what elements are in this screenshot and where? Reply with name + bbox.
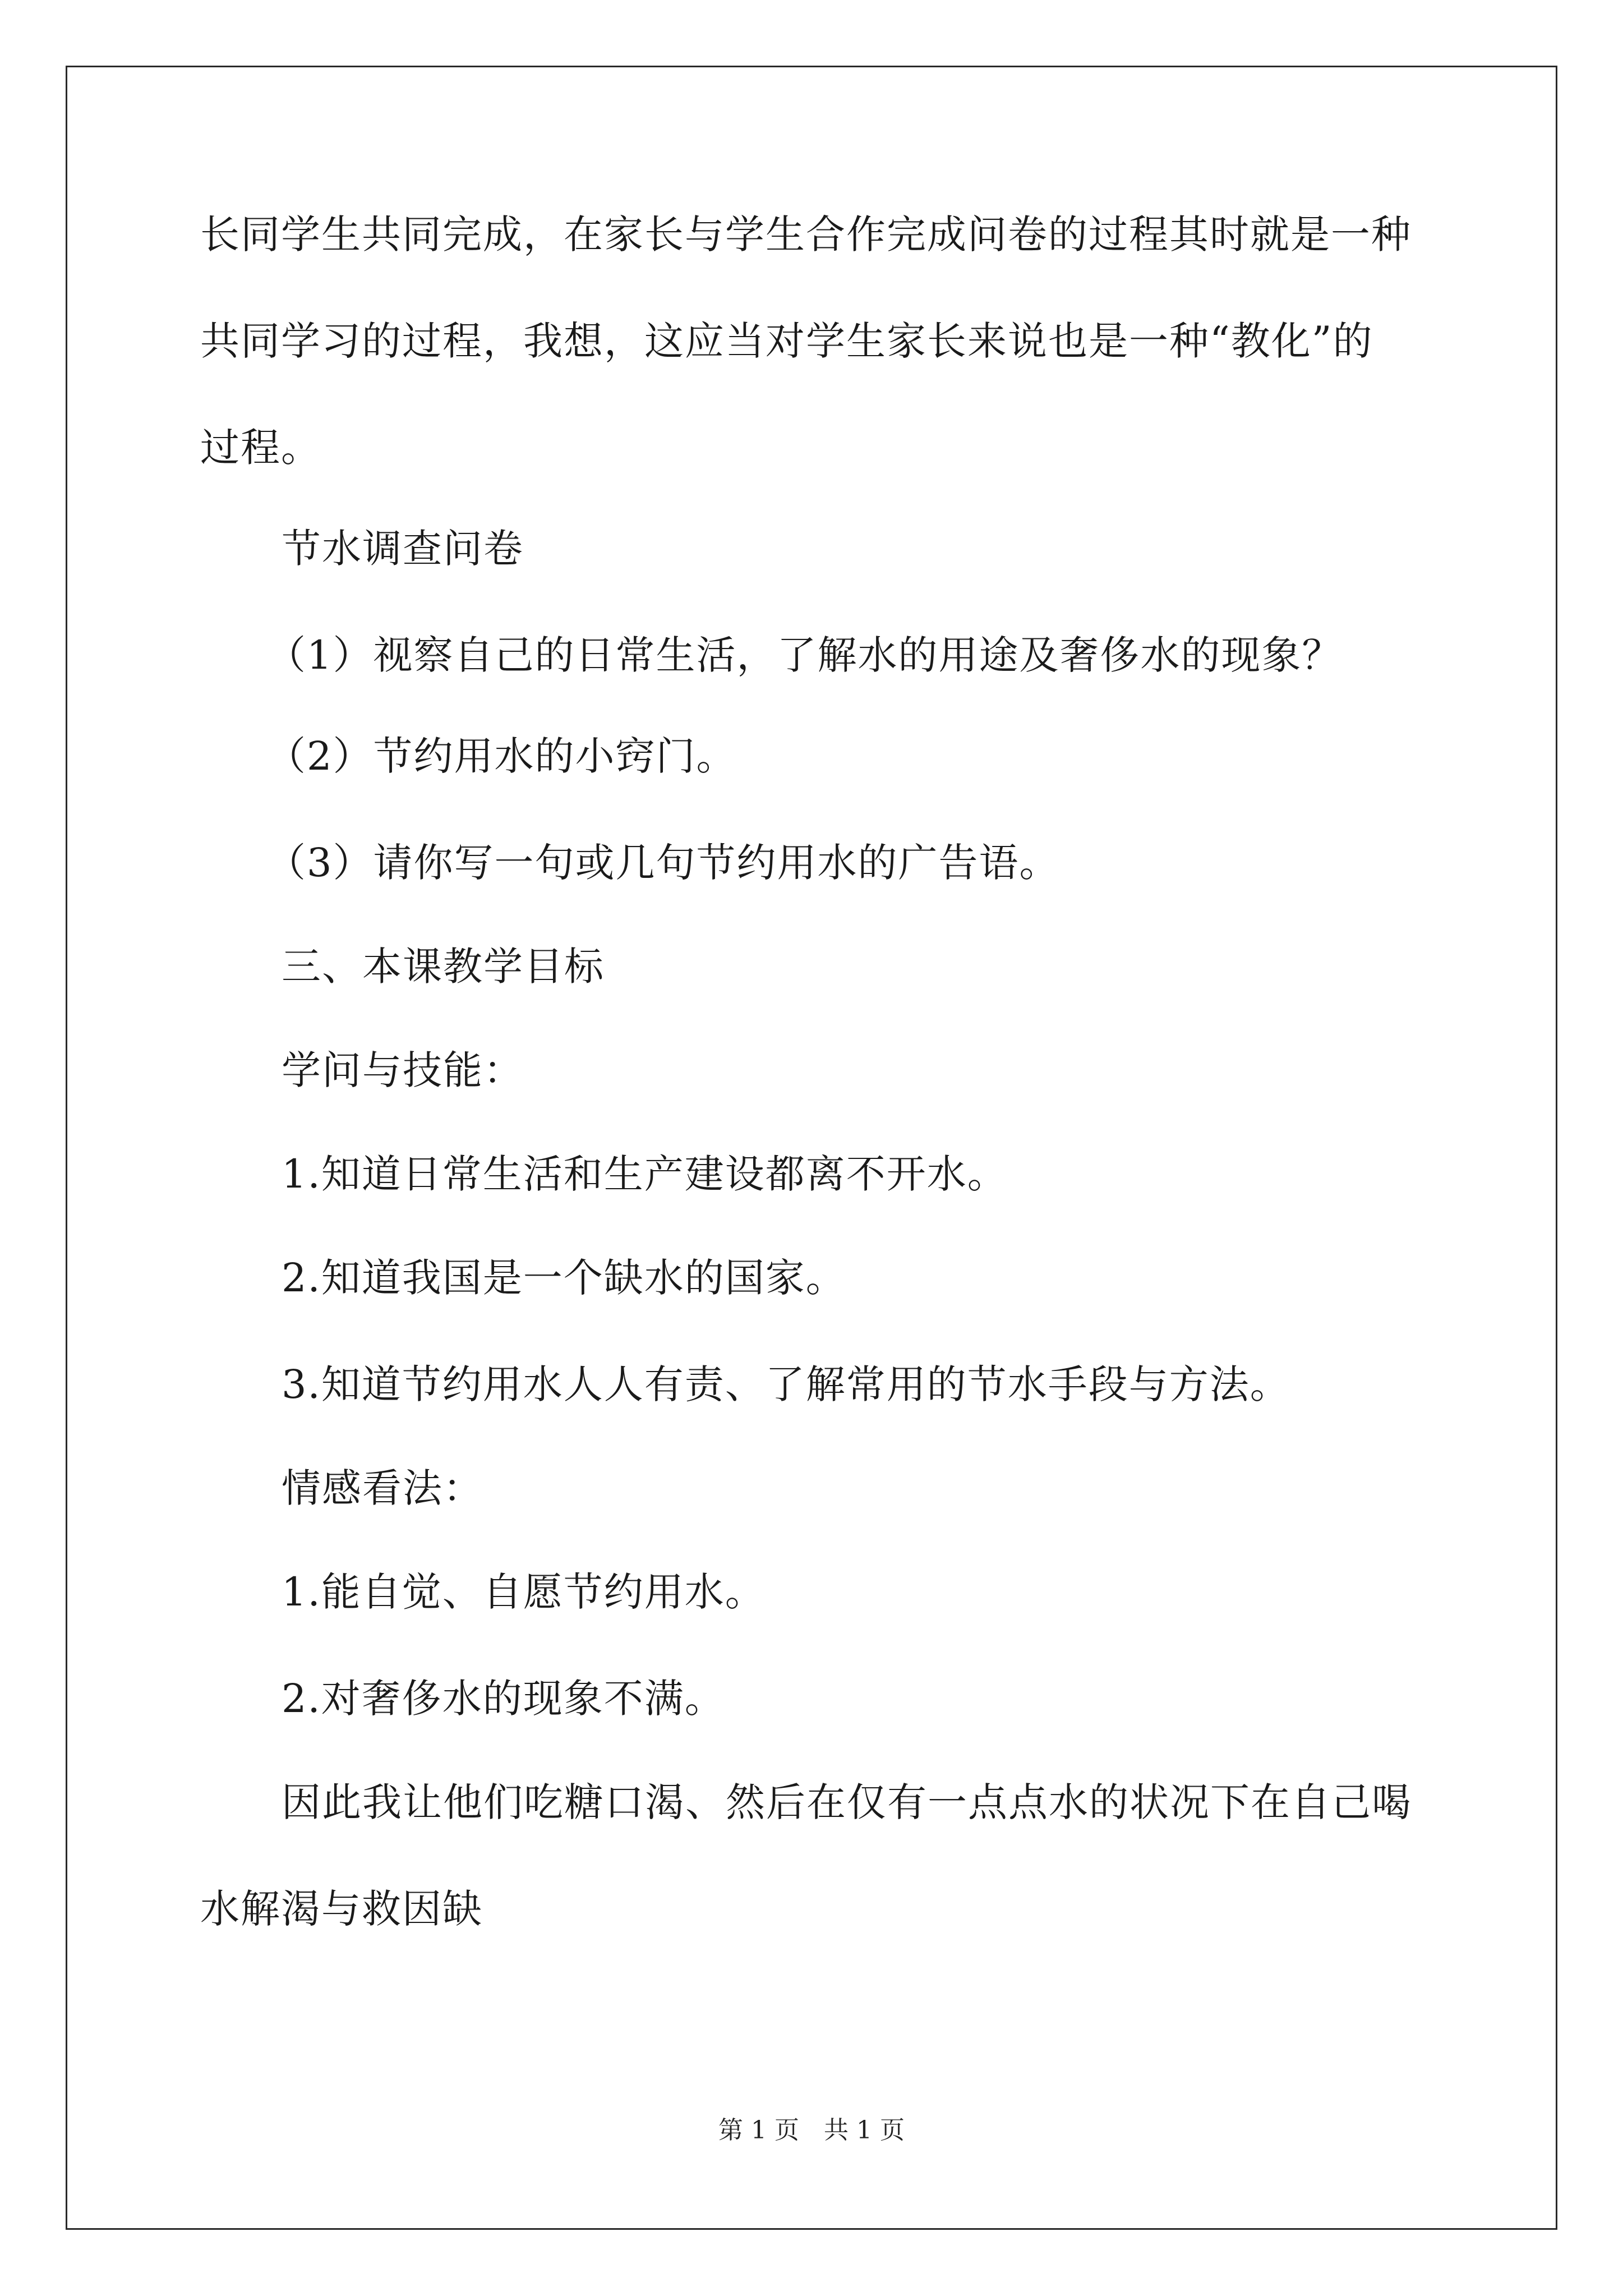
page-number: 第 1 页 共 1 页 [718,2116,905,2145]
list-item: 3.知道节约用水人人有责、了解常用的节水手段与方法。 [282,1361,1290,1407]
subsection-heading: 情感看法： [282,1465,483,1511]
list-item: （3）请你写一句或几句节约用水的广告语。 [266,840,1060,886]
text-line: 过程。 [200,425,321,471]
section-heading: 节水调查问卷 [282,526,524,572]
list-item: 1.知道日常生活和生产建设都离不开水。 [282,1151,1008,1197]
text-line: 因此我让他们吃糖口渴、然后在仅有一点点水的状况下在自己喝 [282,1779,1412,1825]
section-heading: 三、本课教学目标 [282,944,605,990]
text-line: 共同学习的过程，我想，这应当对学生家长来说也是一种“教化”的 [200,318,1373,364]
subsection-heading: 学问与技能： [282,1047,524,1093]
list-item: 2.知道我国是一个缺水的国家。 [282,1255,846,1301]
list-item: 1.能自觉、自愿节约用水。 [282,1569,766,1615]
text-line: 水解渴与救因缺 [200,1886,483,1932]
text-line: 长同学生共同完成，在家长与学生合作完成问卷的过程其时就是一种 [200,211,1412,257]
list-item: （1）视察自己的日常生活，了解水的用途及奢侈水的现象？ [266,632,1343,678]
list-item: 2.对奢侈水的现象不满。 [282,1676,725,1722]
list-item: （2）节约用水的小窍门。 [266,733,737,779]
